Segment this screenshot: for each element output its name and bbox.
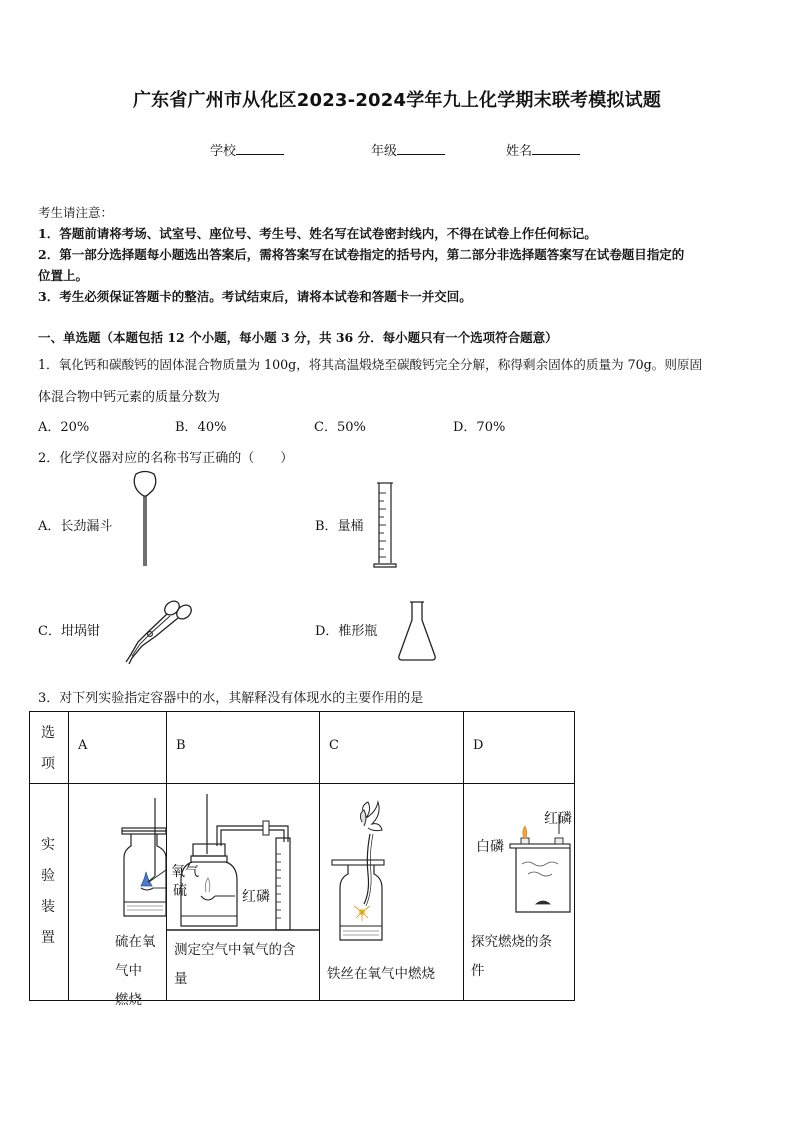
q1-option-d: D．70% (453, 420, 506, 435)
long-neck-funnel-image (125, 470, 165, 570)
section-heading: 一、单选题（本题包括 12 个小题，每小题 3 分，共 36 分．每小题只有一个选项符合题意） (38, 330, 558, 345)
notice-item-2: 2．第一部分选择题每小题选出答案后，需将答案写在试卷指定的括号内，第二部分非选择题答案写在试卷题目指定的 (38, 247, 685, 262)
caption-c: 铁丝在氧气中燃烧 (327, 966, 435, 982)
header-cell-d: D (464, 712, 575, 784)
q2-option-b: B．量桶 (315, 519, 364, 534)
graduated-cylinder-image (372, 481, 398, 571)
q1-option-b: B．40% (175, 420, 227, 435)
header-cell-c: C (320, 712, 464, 784)
q1-stem-line1: 1．氧化钙和碳酸钙的固体混合物质量为 100g，将其高温煅烧至碳酸钙完全分解，称得剩余固体的质量为 70g。则原固 (38, 357, 703, 372)
row-label-cell: 实 验 装 置 (30, 784, 69, 1001)
q1-option-c: C．50% (314, 420, 366, 435)
notice-item-1: 1．答题前请将考场、试室号、座位号、考生号、姓名写在试卷密封线内，不得在试卷上作任何标记。 (38, 226, 597, 241)
caption-a: 硫在氧气中 燃烧 (115, 934, 156, 1008)
page-title: 广东省广州市从化区2023-2024学年九上化学期末联考模拟试题 (132, 90, 662, 111)
conical-flask-image (396, 600, 438, 662)
label-red-phosphorus-d: 红磷 (544, 811, 572, 827)
school-field: 学校 (210, 140, 284, 159)
crucible-tongs-image (120, 594, 196, 666)
caption-b: 测定空气中氧气的含 量 (174, 942, 296, 987)
cell-d (464, 784, 575, 1001)
q2-stem: 2．化学仪器对应的名称书写正确的（ ） (38, 451, 294, 466)
experiment-table (29, 711, 575, 1008)
q2-option-c: C．坩埚钳 (38, 624, 100, 639)
q2-option-a: A．长劲漏斗 (38, 519, 113, 534)
q3-stem: 3．对下列实验指定容器中的水，其解释没有体现水的主要作用的是 (38, 691, 424, 706)
header-label-cell: 选 项 (30, 712, 69, 784)
header-cell-a: A (69, 712, 167, 784)
notice-item-3: 3．考生必须保证答题卡的整洁。考试结束后，请将本试卷和答题卡一并交回。 (38, 289, 472, 304)
label-white-phosphorus: 白磷 (476, 839, 504, 855)
cell-c (320, 784, 464, 1001)
caption-d: 探究燃烧的条 件 (471, 934, 552, 979)
header-cell-b: B (167, 712, 320, 784)
label-oxygen: 氧气 (171, 864, 199, 880)
q1-option-a: A．20% (38, 420, 90, 435)
grade-field: 年级 (371, 140, 445, 159)
q2-option-d: D．椎形瓶 (315, 624, 378, 639)
label-red-phosphorus-b: 红磷 (242, 889, 270, 905)
cell-a (69, 784, 199, 1008)
name-field: 姓名 (506, 140, 580, 159)
cell-b (167, 784, 320, 1001)
notice-item-2-cont: 位置上。 (38, 268, 89, 283)
notice-heading: 考生请注意： (38, 205, 114, 220)
q1-stem-line2: 体混合物中钙元素的质量分数为 (38, 390, 221, 405)
label-sulfur: 硫 (173, 883, 187, 899)
